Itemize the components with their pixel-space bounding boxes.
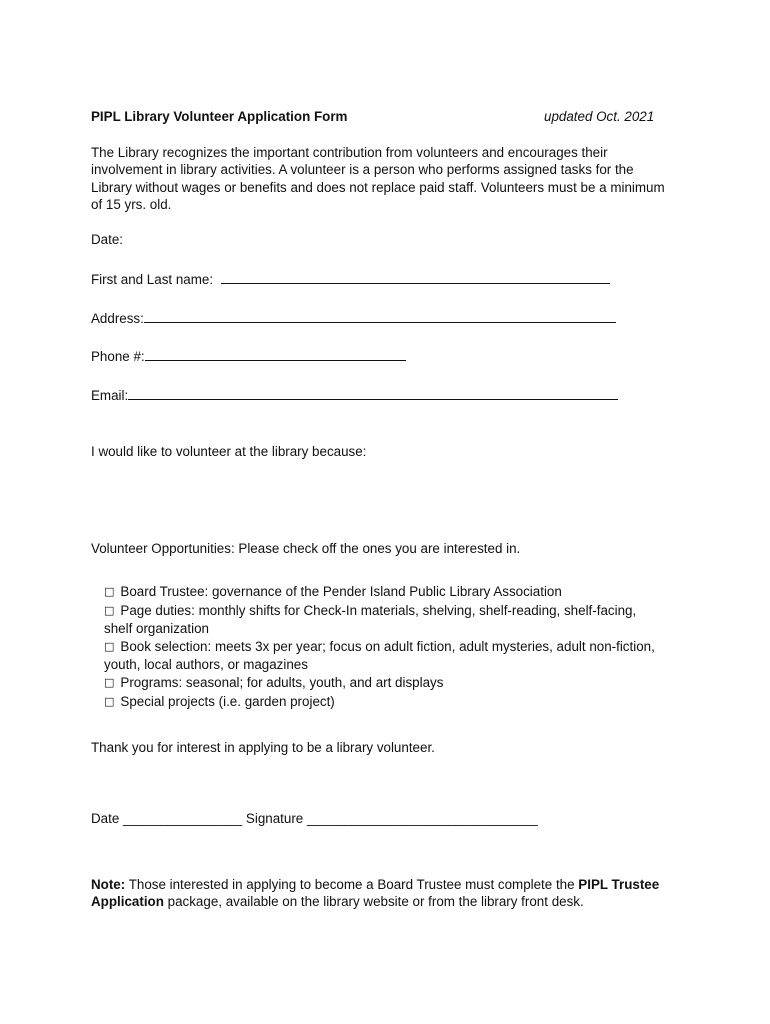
note-text-end: package, available on the library website or from the library front desk.: [167, 894, 584, 910]
opportunity-book-selection-cont: youth, local authors, or magazines: [104, 657, 308, 673]
reason-answer-area[interactable]: [91, 466, 671, 526]
updated-date: updated Oct. 2021: [544, 109, 655, 124]
name-field[interactable]: [91, 271, 610, 287]
checkbox-icon[interactable]: □: [104, 603, 115, 617]
email-field[interactable]: [91, 387, 618, 403]
reason-prompt: I would like to volunteer at the library because:: [91, 444, 367, 459]
opportunity-special-projects[interactable]: [104, 693, 655, 712]
intro-paragraph: The Library recognizes the important contribution from volunteers and encourages their involvement in library activities. A volunteer is a person who performs assigned tasks for the Library without wages or benefits and does not replace paid staff. Volunteers must be a minimum of 15 yrs. old.: [91, 145, 665, 212]
phone-label: Phone #:: [91, 349, 145, 364]
date-field[interactable]: [91, 232, 123, 247]
opportunity-label: Programs: seasonal; for adults, youth, and art displays: [120, 674, 444, 690]
thank-you-text: Thank you for interest in applying to be a library volunteer.: [91, 740, 435, 755]
trustee-application-name: PIPL Trustee Application: [91, 877, 660, 910]
checkbox-icon[interactable]: □: [104, 639, 115, 653]
date-label: Date:: [91, 232, 124, 247]
opportunities-list: [104, 583, 655, 711]
address-field[interactable]: [91, 310, 616, 326]
signature-label: Signature: [245, 811, 304, 826]
opportunity-label: Page duties: monthly shifts for Check-In materials, shelving, shelf-reading, shelf-facing,: [120, 602, 637, 618]
signature-date-blank[interactable]: ________________: [123, 811, 243, 826]
note-text-start: Those interested in applying to become a Board Trustee must complete the: [128, 877, 575, 892]
checkbox-icon[interactable]: □: [104, 585, 115, 598]
opportunity-page-duties-cont: shelf organization: [104, 621, 209, 637]
opportunity-programs[interactable]: [104, 674, 655, 693]
name-blank-line[interactable]: [221, 271, 610, 284]
address-label: Address:: [91, 311, 144, 326]
signature-blank[interactable]: _______________________________: [306, 811, 538, 826]
email-label: Email:: [91, 388, 129, 403]
name-label: First and Last name:: [91, 272, 214, 287]
trustee-note: [91, 876, 661, 911]
signature-date-label: Date: [91, 811, 120, 826]
phone-blank-line[interactable]: [145, 348, 406, 361]
checkbox-icon[interactable]: □: [104, 694, 115, 708]
opportunities-heading: Volunteer Opportunities: Please check off the ones you are interested in.: [91, 541, 521, 556]
opportunity-label: Special projects (i.e. garden project): [120, 693, 335, 709]
opportunity-board-trustee[interactable]: [104, 583, 655, 602]
address-blank-line[interactable]: [144, 310, 616, 323]
opportunity-label: Board Trustee: governance of the Pender Island Public Library Association: [120, 584, 562, 599]
email-blank-line[interactable]: [128, 387, 618, 400]
note-label: Note:: [91, 877, 126, 892]
opportunity-page-duties[interactable]: [104, 602, 655, 621]
opportunity-book-selection[interactable]: [104, 638, 655, 657]
checkbox-icon[interactable]: □: [104, 675, 115, 689]
opportunity-label: Book selection: meets 3x per year; focus on adult fiction, adult mysteries, adult non-fiction,: [120, 638, 655, 654]
phone-field[interactable]: [91, 348, 406, 364]
signature-row: [91, 811, 538, 826]
form-title: PIPL Library Volunteer Application Form: [91, 109, 348, 124]
